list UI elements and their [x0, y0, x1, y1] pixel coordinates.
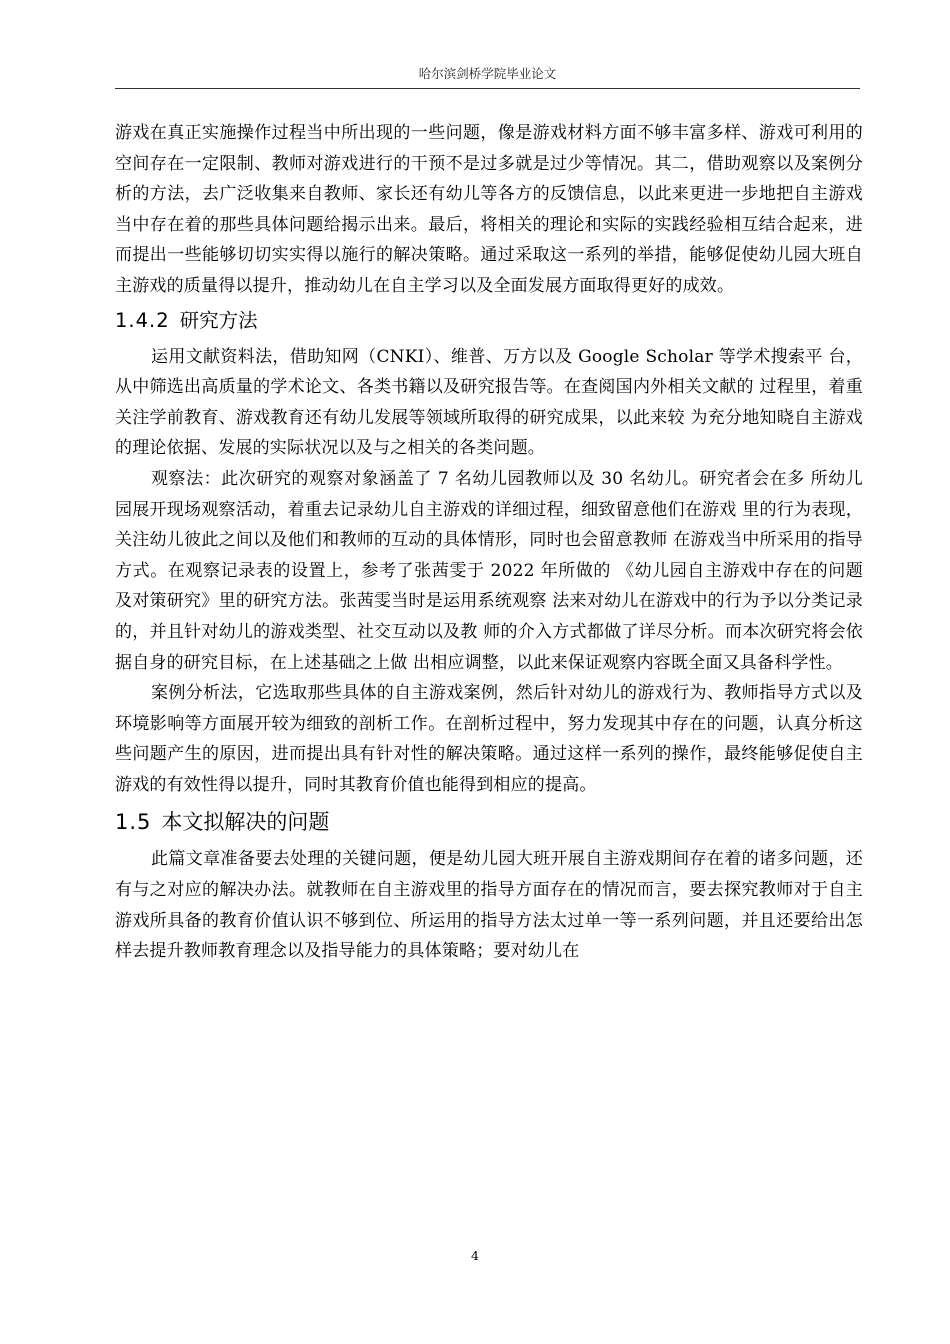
section-heading-1-5: [115, 804, 863, 840]
running-header: 哈尔滨剑桥学院毕业论文: [418, 66, 557, 81]
body-text: [115, 118, 863, 967]
page-number: 4: [471, 1248, 479, 1263]
paragraph-case-method: 案例分析法，它选取那些具体的自主游戏案例，然后针对幼儿的游戏行为、教师指导方式以及环境影响等方面展开较为细致的剖析工作。在剖析过程中，努力发现其中存在的问题，认真分析这些问题产生的原因，进而提出具有针对性的解决策略。通过这样一系列的操作，最终能够促使自主游戏的有效性得以提升，同时其教育价值也能得到相应的提高。: [115, 683, 863, 795]
section-heading-1-4-2: [115, 304, 863, 338]
section-title: 研究方法: [179, 308, 258, 332]
header-rule: [115, 88, 860, 89]
section-number: 1.4.2: [115, 308, 170, 332]
paragraph-problems: 此篇文章准备要去处理的关键问题，便是幼儿园大班开展自主游戏期间存在着的诸多问题，还有与之对应的解决办法。就教师在自主游戏里的指导方面存在的情况而言，要去探究教师对于自主游戏所具备的教育价值认识不够到位、所运用的指导方法太过单一等一系列问题，并且还要给出怎样去提升教师教育理念以及指导能力的具体策略；要对幼儿在: [115, 849, 863, 962]
paragraph-intro-continuation: 游戏在真正实施操作过程当中所出现的一些问题，像是游戏材料方面不够丰富多样、游戏可利用的空间存在一定限制、教师对游戏进行的干预不是过多就是过少等情况。其二，借助观察以及案例分析的方法，去广泛收集来自教师、家长还有幼儿等各方的反馈信息，以此来更进一步地把自主游戏当中存在着的那些具体问题给揭示出来。最后，将相关的理论和实际的实践经验相互结合起来，进而提出一些能够切切实实得以施行的解决策略。通过采取这一系列的举措，能够促使幼儿园大班自主游戏的质量得以提升，推动幼儿在自主学习以及全面发展方面取得更好的成效。: [115, 123, 863, 296]
section-number: 1.5: [115, 810, 152, 835]
section-title: 本文拟解决的问题: [161, 810, 330, 835]
paragraph-literature-method: 运用文献资料法，借助知网（CNKI）、维普、万方以及 Google Scholar 等学术搜索平 台，从中筛选出高质量的学术论文、各类书籍以及研究报告等。在查阅国内外相关文献的 过程里，着重关注学前教育、游戏教育还有幼儿发展等领域所取得的研究成果，以此来较 为充分地知晓自主游戏的理论依据、发展的实际状况以及与之相关的各类问题。: [115, 346, 863, 459]
paragraph-observation-method: 观察法：此次研究的观察对象涵盖了 7 名幼儿园教师以及 30 名幼儿。研究者会在多 所幼儿园展开现场观察活动，着重去记录幼儿自主游戏的详细过程，细致留意他们在游戏 里的行为表现，关注幼儿彼此之间以及他们和教师的互动的具体情形，同时也会留意教师 在游戏当中所采用的指导方式。在观察记录表的设置上，参考了张茜雯于 2022 年所做的 《幼儿园自主游戏中存在的问题及对策研究》里的研究方法。张茜雯当时是运用系统观察 法来对幼儿在游戏中的行为予以分类记录的，并且针对幼儿的游戏类型、社交互动以及教 师的介入方式都做了详尽分析。而本次研究将会依据自身的研究目标，在上述基础之上做 出相应调整，以此来保证观察内容既全面又具备科学性。: [115, 468, 863, 673]
